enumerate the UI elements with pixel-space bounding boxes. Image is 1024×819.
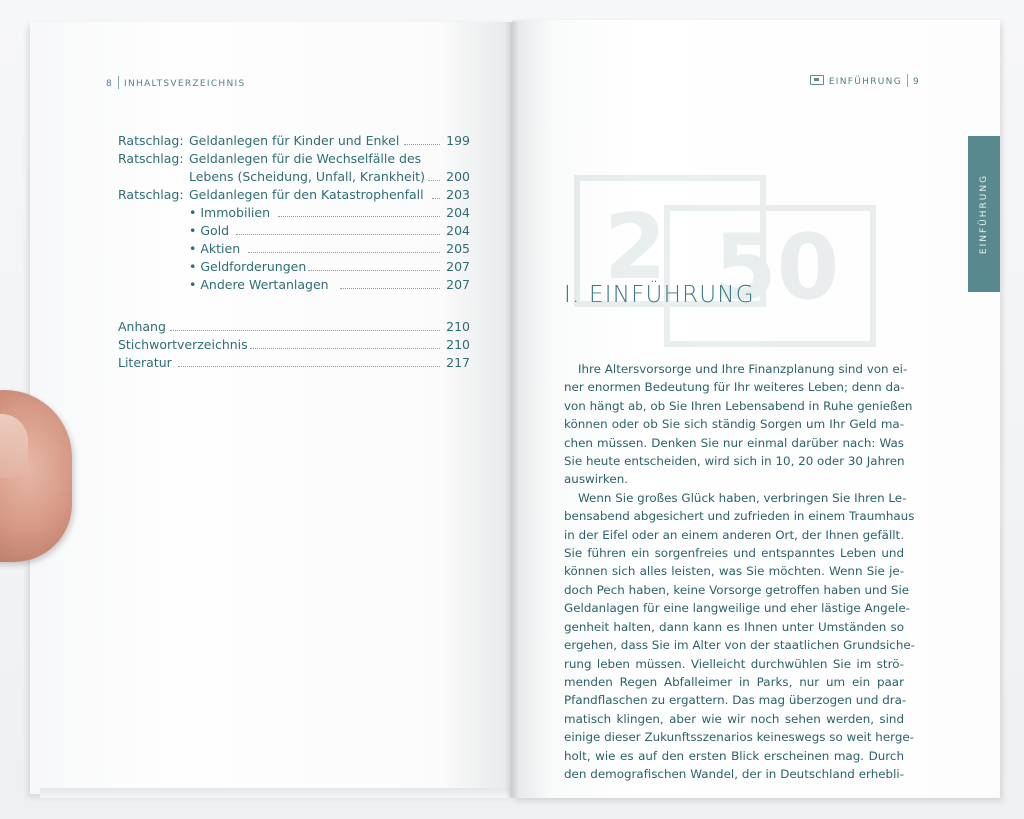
toc-entry xyxy=(118,318,470,336)
toc-title: • Geldforderungen xyxy=(189,259,307,274)
text-line: können sich alles leisten, was Sie möchten. Wenn Sie je- xyxy=(564,564,904,579)
text-line: Sie heute entscheiden, wird sich in 10, 20 oder 30 Jahren xyxy=(564,454,905,469)
text-line: chen müssen. Denken Sie nur einmal darüber nach: Was xyxy=(564,435,904,450)
text-line: Ihre Altersvorsorge und Ihre Finanzplanung sind von ei- xyxy=(578,362,908,376)
dot-leader xyxy=(340,288,440,289)
toc-title: • Immobilien xyxy=(189,205,270,220)
left-page xyxy=(30,22,512,794)
toc-title: • Gold xyxy=(189,223,230,238)
toc-entry xyxy=(118,204,470,222)
text-line: ner enormen Bedeutung für Ihr weiteres Leben; denn da- xyxy=(564,380,905,395)
toc-entry xyxy=(118,222,470,240)
text-line: einige dieser Zukunftsszenarios keineswegs so weit herge- xyxy=(564,730,914,745)
toc-page-number: 200 xyxy=(446,169,470,184)
toc-page-number: 203 xyxy=(446,187,470,202)
toc-entry xyxy=(118,168,470,186)
dot-leader xyxy=(248,252,440,253)
toc-page-number: 210 xyxy=(446,319,470,334)
text-line: genheit halten, dann kann es Ihnen unter Umständen so xyxy=(564,619,904,634)
toc-entry xyxy=(118,276,470,294)
text-line: Pfandflaschen zu ergattern. Das mag überzogen und dra- xyxy=(564,693,907,708)
text-line: ergehen, dass Sie im Alter von der staatlichen Grundsiche- xyxy=(564,638,915,653)
page-edges xyxy=(40,788,510,798)
spacer xyxy=(118,294,470,318)
left-running-head xyxy=(106,76,245,89)
toc-title: Geldanlegen für Kinder und Enkel xyxy=(189,133,400,148)
right-running-head xyxy=(810,74,920,87)
text-line: doch Pech haben, keine Vorsorge getroffen haben und Sie xyxy=(564,582,910,597)
dot-leader xyxy=(428,180,440,181)
toc-page-number: 217 xyxy=(446,355,470,370)
right-page xyxy=(512,20,1000,798)
left-running-head-text: INHALTSVERZEICHNIS xyxy=(124,79,246,89)
text-line: Sie führen ein sorgenfreies und entspanntes Leben und xyxy=(564,546,904,561)
text-line: rung leben müssen. Vielleicht durchwühlen Sie im strö- xyxy=(564,656,904,671)
text-line: in der Eifel oder an einem anderen Ort, der Ihnen gefällt. xyxy=(564,527,904,542)
toc-entry xyxy=(118,240,470,258)
left-page-number: 8 xyxy=(106,79,114,89)
text-line: Wenn Sie großes Glück haben, verbringen Sie Ihren Le- xyxy=(578,490,907,505)
chapter-tab xyxy=(968,136,1000,292)
toc-entry xyxy=(118,186,470,204)
toc-entry xyxy=(118,150,470,168)
toc-title: Lebens (Scheidung, Unfall, Krankheit) xyxy=(189,169,425,184)
toc-entry xyxy=(118,354,470,372)
ghost-digits: 2 xyxy=(604,195,667,300)
toc-title: Geldanlegen für die Wechselfälle des xyxy=(189,151,422,166)
toc-title: • Aktien xyxy=(189,241,241,256)
toc-title: Stichwortverzeichnis xyxy=(118,337,248,352)
text-line: den demografischen Wandel, der in Deutschland erhebli- xyxy=(564,766,904,781)
toc-page-number: 199 xyxy=(446,133,470,148)
text-line: menden Regen Abfalleimer in Parks, nur um ein paar xyxy=(564,674,904,689)
toc-title: Geldanlegen für den Katastrophenfall xyxy=(189,187,424,202)
text-line: von hängt ab, ob Sie Ihren Lebensabend in Ruhe genießen xyxy=(564,398,913,413)
divider xyxy=(118,76,119,89)
text-line: können oder ob Sie sich ständig Sorgen um Ihr Geld ma- xyxy=(564,417,904,432)
book-gutter xyxy=(505,22,519,798)
toc-entry xyxy=(118,132,470,150)
dot-leader xyxy=(308,270,440,271)
dot-leader xyxy=(250,348,440,349)
chapter-tab-label: EINFÜHRUNG xyxy=(979,173,989,255)
toc-page-number: 204 xyxy=(446,205,470,220)
toc-page-number: 207 xyxy=(446,277,470,292)
right-running-head-text: EINFÜHRUNG xyxy=(828,77,902,87)
toc-entry xyxy=(118,258,470,276)
toc-label: Ratschlag: xyxy=(118,133,184,148)
ghost-digits: 50 xyxy=(714,215,840,320)
toc-page-number: 207 xyxy=(446,259,470,274)
table-of-contents xyxy=(118,132,470,372)
text-line: matisch klingen, aber wie wir noch sehen werden, sind xyxy=(564,711,904,726)
toc-entry xyxy=(118,336,470,354)
chapter-title: I. EINFÜHRUNG xyxy=(564,282,755,308)
dot-leader xyxy=(404,144,440,145)
divider xyxy=(907,74,908,87)
text-line: auswirken. xyxy=(564,472,629,487)
thumbnail-nail xyxy=(0,414,28,478)
show-through-illustration xyxy=(574,175,884,345)
toc-page-number: 210 xyxy=(446,337,470,352)
toc-label: Ratschlag: xyxy=(118,187,184,202)
text-line: holt, wie es auf den ersten Blick erscheinen mag. Durch xyxy=(564,748,904,763)
right-page-number: 9 xyxy=(912,77,920,87)
dot-leader xyxy=(432,198,440,199)
toc-title: Literatur xyxy=(118,355,172,370)
toc-label: Ratschlag: xyxy=(118,151,184,166)
toc-page-number: 204 xyxy=(446,223,470,238)
text-line: bensabend abgesichert und zufrieden in einem Traumhaus xyxy=(564,509,915,524)
toc-title: • Andere Wertanlagen xyxy=(189,277,329,292)
toc-page-number: 205 xyxy=(446,241,470,256)
dot-leader xyxy=(278,216,440,217)
text-line: Geldanlagen für eine langweilige und eher lästige Angele- xyxy=(564,601,910,616)
body-text xyxy=(564,360,915,783)
dot-leader xyxy=(178,366,440,367)
dot-leader xyxy=(170,330,440,331)
toc-title: Anhang xyxy=(118,319,166,334)
dot-leader xyxy=(236,234,440,235)
banknote-icon xyxy=(810,75,824,85)
